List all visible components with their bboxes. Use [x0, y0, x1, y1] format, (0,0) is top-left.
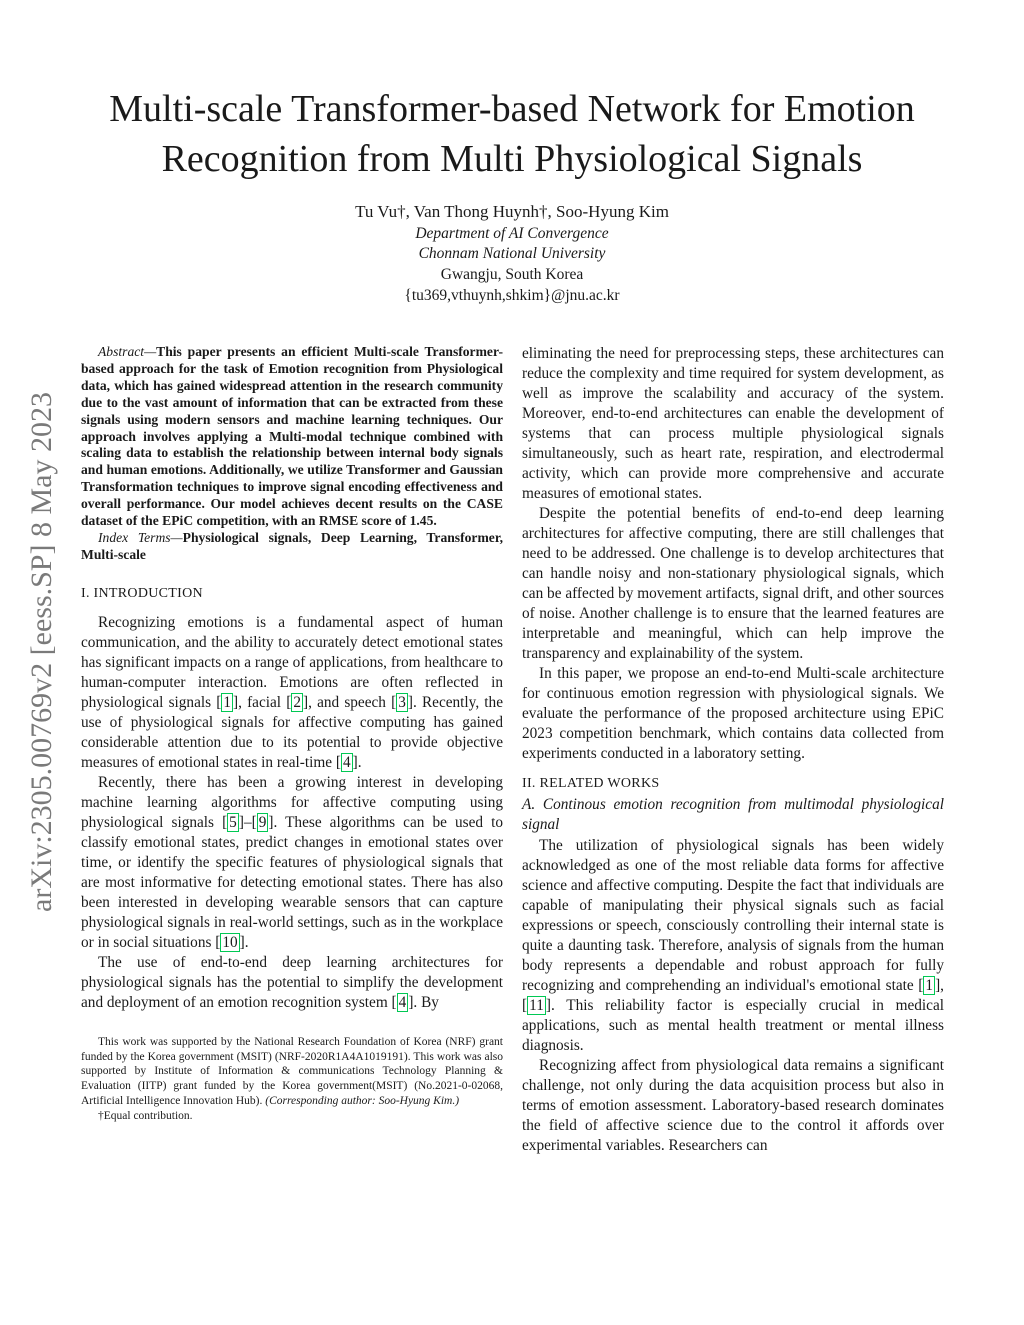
corresponding-author: (Corresponding author: Soo-Hyung Kim.): [265, 1094, 460, 1107]
intro-paragraph-2: Recently, there has been a growing interest in developing machine learning algorithms for affective computing using physiological signals [ 5 ]–[ 9 ]. These algorithms can be used to classify emotional states, predict changes in emotional states over time, or identify the specific features of physiological signals that are most informative for detecting emotional states. There has also been interested in developing wearable sensors that can capture physiological signals in real-world settings, such as in the workplace or in social situations [ 10 ].: [81, 773, 503, 951]
citation-link[interactable]: 4: [398, 993, 407, 1011]
location: Gwangju, South Korea: [440, 266, 584, 283]
index-terms-text: Physiological signals, Deep Learning, Transformer, Multi-scale: [81, 529, 503, 562]
citation-link[interactable]: 9: [258, 813, 267, 831]
footnote-text: This work was supported by the National Research Foundation of Korea (NRF) grant funded by the Korea government (MSIT) (NRF-2020R1A4A1019191). This work was also supported by Institute of Information & communications Technology Planning & Evaluation (IITP) grant funded by the Korea government(MSIT) (No.2021-0-02068, Artificial Intelligence Innovation Hub).: [81, 1035, 503, 1107]
text-span: Recognizing emotions is a fundamental aspect of human communication, and the ability to accurately detect emotional states has significant impacts on a range of applications, from healthcare to human-computer interaction. Emotions are often reflected in physiological signals: [81, 613, 503, 711]
abstract: [81, 344, 503, 530]
author-list: Tu Vu†, Van Thong Huynh†, Soo-Hyung Kim: [355, 202, 669, 221]
section-heading-related-works: II. RELATED WORKS: [522, 776, 660, 791]
citation-link[interactable]: 1: [223, 693, 231, 711]
abstract-text: This paper presents an efficient Multi-scale Transformer-based approach for the task of Emotion recognition from Physiological data, which has gained widespread attention in the research community due to the vast amount of information that can be extracted from these signals using modern sensors and machine learning techniques. Our approach involves applying a Multi-modal technique combined with scaling data to establish the relationship between internal body signals and human emotions. Additionally, we utilize Transformer and Gaussian Transformation techniques to improve signal encoding effectiveness and overall performance. Our model achieves decent results on the CASE dataset of the EPiC competition, with an RMSE score of 1.45.: [81, 344, 503, 529]
text-span: . By: [413, 993, 439, 1011]
citation-link[interactable]: 3: [398, 693, 406, 711]
text-span: , facial: [238, 693, 287, 711]
subsection-heading: A. Continous emotion recognition from multimodal physiological signal: [522, 796, 944, 833]
paper-title: Multi-scale Transformer-based Network for Emotion Recognition from Multi Physiological Signals: [109, 88, 915, 180]
right-paragraph-3: In this paper, we propose an end-to-end Multi-scale architecture for continuous emotion regression with physiological signals. We evaluate the performance of the proposed architecture using EPiC 2023 competition benchmark, which contains data collected from experiments conducted in a laboratory setting.: [522, 665, 944, 762]
arxiv-identifier: arXiv:2305.00769v2 [eess.SP] 8 May 2023: [25, 392, 58, 912]
related-paragraph-1: The utilization of physiological signals has been widely acknowledged as one of the most reliable data forms for affective science and affective computing. Despite the fact that individuals are capable of manipulating their physical signals such as facial expressions or speech, consciously controlling their internal state is quite a daunting task. Therefore, analysis of signals from the human body represents a dependable and robust approach for fully recognizing and comprehending an individual's emotional state [ 1 ], [ 11 ]. This reliability factor is especially crucial in medical applications, such as mental health treatment or mental illness diagnosis.: [522, 837, 944, 1054]
left-column: [81, 344, 503, 1124]
text-span: ,: [940, 977, 944, 994]
citation-link[interactable]: 11: [529, 997, 544, 1014]
department: Department of AI Convergence: [415, 225, 609, 242]
text-span: .: [244, 933, 249, 951]
index-terms: [81, 530, 503, 564]
section-heading-introduction: I. INTRODUCTION: [81, 585, 203, 601]
intro-paragraph-3: The use of end-to-end deep learning architectures for physiological signals has the potential to simplify the development and deployment of an emotion recognition system [ 4 ]. By: [81, 953, 503, 1011]
text-span: The use of end-to-end deep learning architectures for physiological signals has the potential to simplify the development and deployment of an emotion recognition system: [81, 953, 503, 1011]
citation-link[interactable]: 10: [222, 933, 238, 951]
text-span: Recently, there has been a growing interest in developing machine learning algorithms for affective computing using physiological signals: [81, 773, 503, 831]
right-paragraph-1: eliminating the need for preprocessing steps, these architectures can reduce the complexity and time required for system development, as well as improve the scalability and accuracy of the system. Moreover, end-to-end architectures can enable the development of systems that can process multiple physiological signals simultaneously, such as heart rate, respiration, and electrodermal activity, which can provide more comprehensive and accurate measures of emotional states.: [522, 345, 944, 502]
equal-contribution-footnote: †Equal contribution.: [98, 1109, 193, 1122]
author-email[interactable]: {tu369,vthuynh,shkim}@jnu.ac.kr: [404, 287, 620, 304]
right-column: [522, 344, 944, 1156]
citation-link[interactable]: 2: [293, 693, 301, 711]
text-span: . This reliability factor is especially crucial in medical applications, such as mental health treatment or mental illness diagnosis.: [522, 997, 944, 1054]
intro-paragraph-1: Recognizing emotions is a fundamental aspect of human communication, and the ability to accurately detect emotional states has significant impacts on a range of applications, from healthcare to human-computer interaction. Emotions are often reflected in physiological signals [ 1 ], facial [ 2 ], and speech [ 3 ]. Recently, the use of physiological signals for affective computing has gained considerable attention due to its potential to provide objective measures of emotional states in real-time [ 4 ].: [81, 613, 503, 771]
funding-footnote: [81, 1035, 503, 1109]
index-terms-label: Index Terms—: [98, 529, 183, 545]
related-paragraph-2: Recognizing affect from physiological data remains a significant challenge, not only during the data acquisition process but also in terms of emotion assessment. Laboratory-based research dominates the field of affective science due to the control it affords over experimental variables. Researchers can: [522, 1057, 944, 1154]
university: Chonnam National University: [418, 245, 606, 262]
text-span: . These algorithms can be used to classify emotional states, predict changes in emotional states over time, or identify the specific features of physiological signals that are most informative for detecting emotional states. There has also been interested in developing wearable sensors that can capture physiological signals in real-world settings, such as in the workplace or in social situations: [81, 813, 503, 951]
text-span: The utilization of physiological signals has been widely acknowledged as one of the most reliable data forms for affective science and affective computing. Despite the fact that individuals are capable of manipulating their physical signals such as facial expressions or speech, consciously controlling their internal state is quite a daunting task. Therefore, analysis of signals from the human body represents a dependable and robust approach for fully recognizing and comprehending an individual's emotional state: [522, 837, 944, 994]
right-paragraph-2: Despite the potential benefits of end-to-end deep learning architectures for affective computing, there are still challenges that need to be addressed. One challenge is to develop architectures that can handle noisy and non-stationary physiological signals, which can be affected by movement artifacts, signal drift, and other sources of noise. Another challenge is to ensure that the learned features are interpretable and meaningful, which can help improve the transparency and explainability of the system.: [522, 505, 944, 662]
text-span: .: [357, 753, 362, 771]
text-span: , and speech: [308, 693, 392, 711]
abstract-label: Abstract—: [98, 344, 157, 359]
citation-link[interactable]: 4: [342, 753, 351, 771]
text-span: . Recently, the use of physiological signals for affective computing has gained considerable attention due to its potential to provide objective measures of emotional states in real-time: [81, 693, 503, 771]
text-span: –: [243, 813, 252, 831]
citation-link[interactable]: 5: [229, 813, 237, 831]
citation-link[interactable]: 1: [925, 977, 934, 994]
